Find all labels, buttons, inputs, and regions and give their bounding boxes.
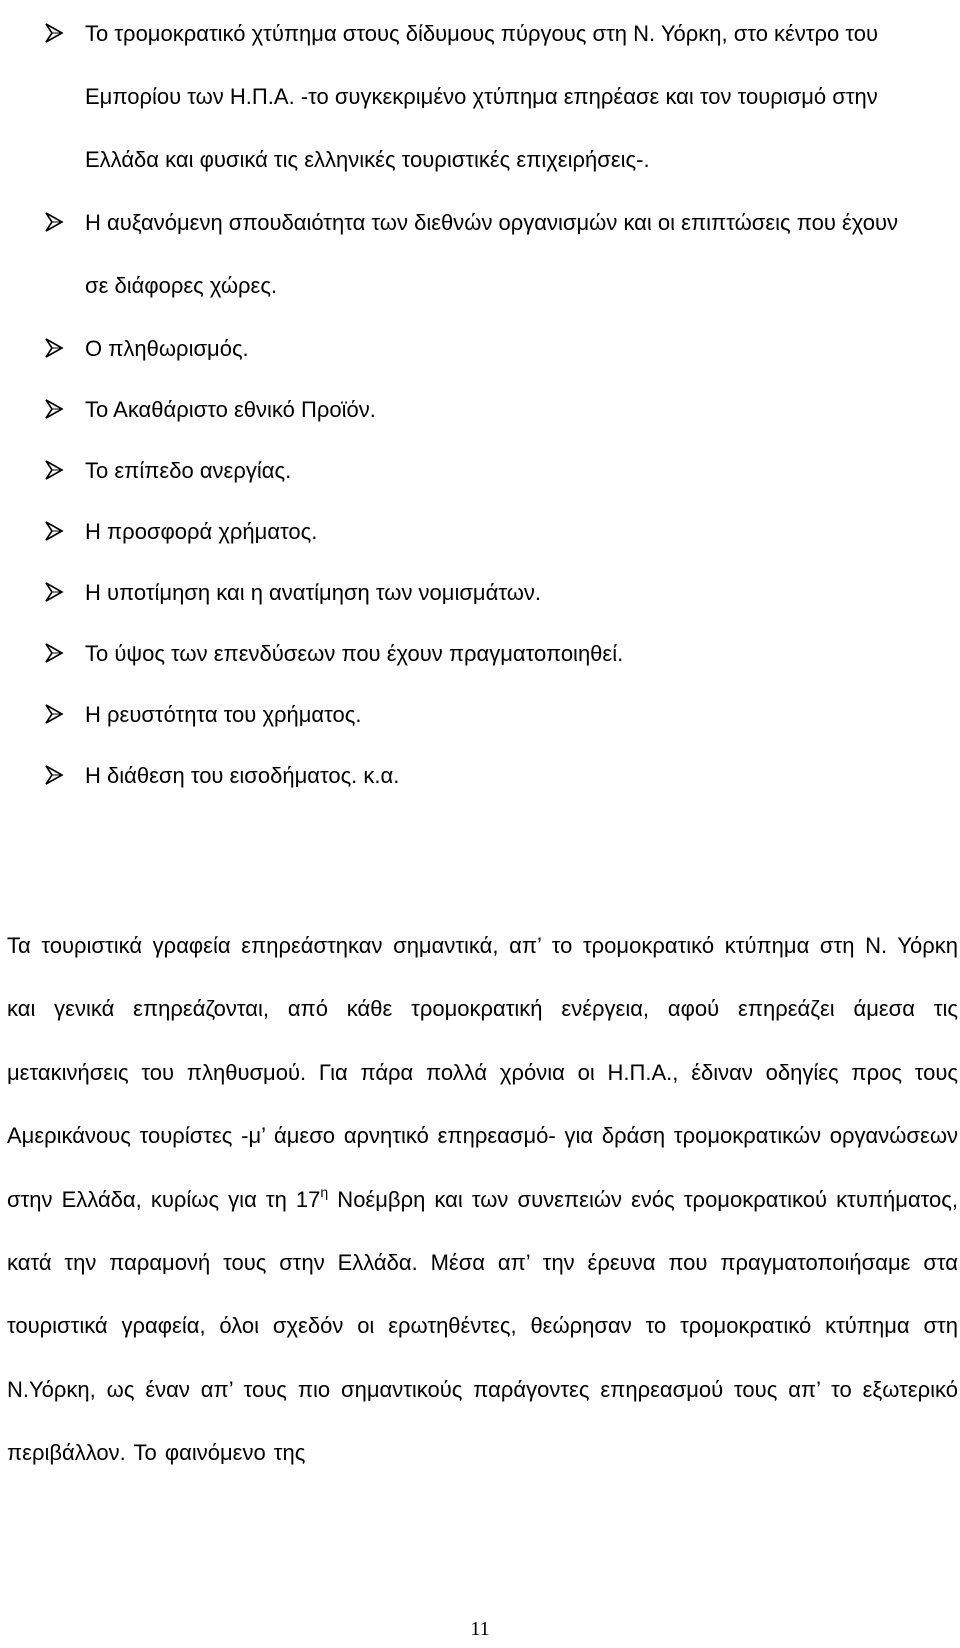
bullet-text: Η διάθεση του εισοδήματος. κ.α.: [85, 763, 400, 788]
arrowhead-bullet-icon: [43, 520, 65, 542]
bullet-text: Το ύψος των επενδύσεων που έχουν πραγματοποιηθεί.: [85, 641, 624, 666]
ordinal-superscript: η: [320, 1183, 329, 1200]
bullet-text: Η ρευστότητα του χρήματος.: [85, 702, 362, 727]
paragraph-text-end: Νοέμβρη και των συνεπειών ενός τρομοκρατικού κτυπήματος, κατά την παραμονή τους στην Ελλάδα. Μέσα απ’ την έρευνα που πραγματοποιήσαμε στα τουριστικά γραφεία, όλοι σχεδόν οι ερωτηθέντες, θεώρησαν το τρομοκρατικό κτύπημα στη Ν.Υόρκη, ως έναν απ’ τους πιο σημαντικούς παράγοντες επηρεασμού τους απ’ το εξωτερικό περιβάλλον. Το φαινόμενο της: [7, 1186, 958, 1466]
list-item: [0, 744, 960, 805]
arrowhead-bullet-icon: [43, 337, 65, 359]
list-item: [0, 439, 960, 500]
list-item: [0, 500, 960, 561]
bullet-text: Η αυξανόμενη σπουδαιότητα των διεθνών οργανισμών και οι επιπτώσεις που έχουν σε διάφορες χώρες.: [85, 210, 899, 298]
bullet-text: Το Ακαθάριστο εθνικό Προϊόν.: [85, 397, 376, 422]
bullet-text: Η προσφορά χρήματος.: [85, 519, 318, 544]
arrowhead-bullet-icon: [43, 398, 65, 420]
arrowhead-bullet-icon: [43, 459, 65, 481]
list-item: [0, 2, 960, 191]
arrowhead-bullet-icon: [43, 642, 65, 664]
list-item: [0, 561, 960, 622]
list-item: [0, 191, 960, 317]
bullet-text: Η υποτίμηση και η ανατίμηση των νομισμάτων.: [85, 580, 541, 605]
page-number: 11: [470, 1618, 490, 1640]
arrowhead-bullet-icon: [43, 581, 65, 603]
bullet-list: [0, 2, 960, 805]
list-item: [0, 378, 960, 439]
arrowhead-bullet-icon: [43, 703, 65, 725]
arrowhead-bullet-icon: [43, 211, 65, 233]
arrowhead-bullet-icon: [43, 764, 65, 786]
bullet-text: Ο πληθωρισμός.: [85, 336, 249, 361]
arrowhead-bullet-icon: [43, 22, 65, 44]
paragraph-text-start: Τα τουριστικά γραφεία επηρεάστηκαν σημαντικά, απ’ το τρομοκρατικό κτύπημα στη Ν. Υόρκη και γενικά επηρεάζονται, από κάθε τρομοκρατική ενέργεια, αφού επηρεάζει άμεσα τις μετακινήσεις του πληθυσμού. Για πάρα πολλά χρόνια οι Η.Π.Α., έδιναν οδηγίες προς τους Αμερικάνους τουρίστες -μ’ άμεσο αρνητικό επηρεασμό- για δράση τρομοκρατικών οργανώσεων στην Ελλάδα, κυρίως για τη 17: [7, 933, 958, 1212]
body-paragraph: [7, 914, 958, 1485]
list-item: [0, 317, 960, 378]
list-item: [0, 622, 960, 683]
bullet-text: Το τρομοκρατικό χτύπημα στους δίδυμους πύργους στη Ν. Υόρκη, στο κέντρο του Εμπορίου των Η.Π.Α. -το συγκεκριμένο χτύπημα επηρέασε και τον τουρισμό στην Ελλάδα και φυσικά τις ελληνικές τουριστικές επιχειρήσεις-.: [85, 21, 879, 172]
bullet-text: Το επίπεδο ανεργίας.: [85, 458, 292, 483]
list-item: [0, 683, 960, 744]
